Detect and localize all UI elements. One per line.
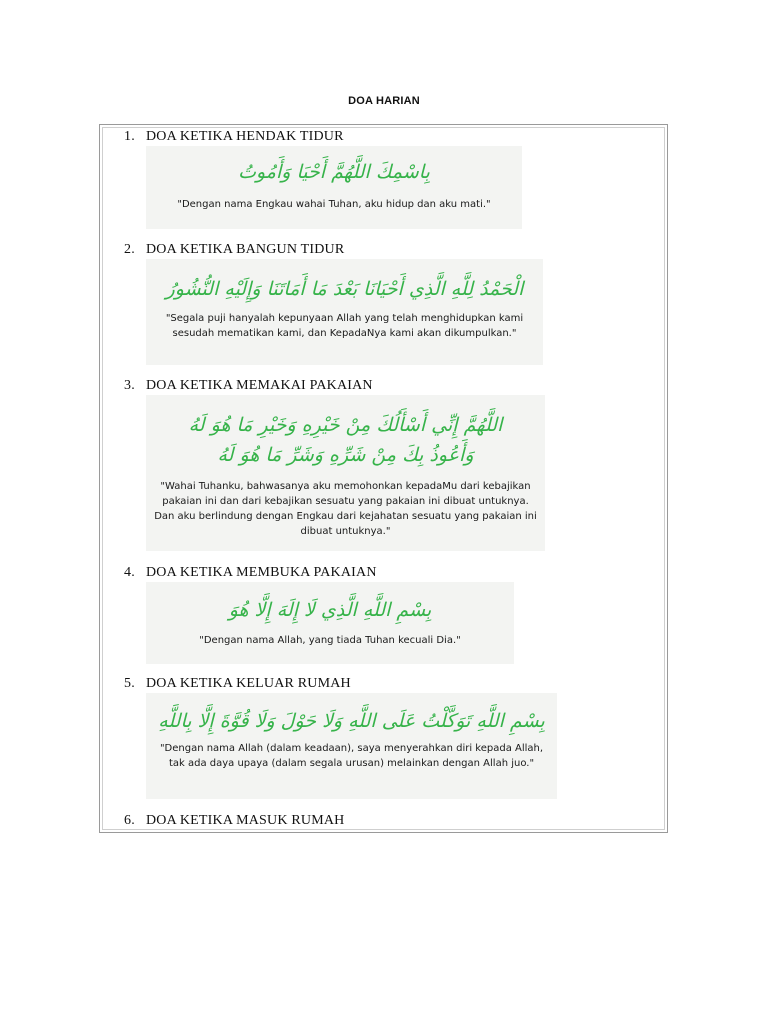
translation-text: "Wahai Tuhanku, bahwasanya aku memohonkan kepadaMu dari kebajikan pakaian ini dan dari kebajikan sesuatu yang pakaian ini dibuat untuknya. Dan aku berlindung dengan Engkau dari kejahatan sesuatu yang pakaian ini dibuat untuknya."	[154, 481, 537, 537]
prayer-number: 2.	[124, 242, 135, 257]
translation-text: "Dengan nama Engkau wahai Tuhan, aku hidup dan aku mati."	[177, 199, 491, 210]
prayer-heading-4	[124, 565, 377, 581]
translation-text: "Dengan nama Allah (dalam keadaan), saya menyerahkan diri kepada Allah, tak ada daya upaya (dalam segala urusan) melainkan dengan Allah juo."	[159, 743, 544, 769]
prayer-heading-2	[124, 242, 344, 258]
prayer-number: 5.	[124, 676, 135, 691]
prayer-title: DOA KETIKA MASUK RUMAH	[146, 813, 345, 828]
prayer-card-2	[146, 259, 543, 365]
prayer-title: DOA KETIKA BANGUN TIDUR	[146, 242, 345, 257]
prayer-title: DOA KETIKA MEMBUKA PAKAIAN	[146, 565, 377, 580]
prayer-heading-3	[124, 378, 373, 394]
prayer-title: DOA KETIKA KELUAR RUMAH	[146, 676, 351, 691]
prayer-heading-6	[124, 813, 344, 829]
prayer-heading-5	[124, 676, 351, 692]
prayer-heading-1	[124, 129, 344, 145]
arabic-text: بِسْمِ اللَّهِ تَوَكَّلْتُ عَلَى اللَّهِ وَلَا حَوْلَ وَلَا قُوَّةَ إِلَّا بِاللَّهِ	[158, 710, 545, 732]
arabic-text: بِاسْمِكَ اللَّهُمَّ أَحْيَا وَأَمُوتُ	[238, 161, 430, 183]
prayer-card-5	[146, 693, 557, 799]
prayer-title: DOA KETIKA HENDAK TIDUR	[146, 129, 344, 144]
prayer-card-3	[146, 395, 545, 551]
prayer-number: 3.	[124, 378, 135, 393]
prayer-card-4	[146, 582, 514, 664]
prayer-number: 6.	[124, 813, 135, 828]
document-title: DOA HARIAN	[348, 95, 420, 107]
translation-text: "Dengan nama Allah, yang tiada Tuhan kecuali Dia."	[199, 635, 461, 646]
arabic-text-line-1: اللَّهُمَّ إِنِّي أَسْأَلُكَ مِنْ خَيْرِهِ وَخَيْرِ مَا هُوَ لَهُ	[188, 414, 503, 436]
prayer-card-1	[146, 146, 522, 229]
arabic-text: بِسْمِ اللَّهِ الَّذِي لَا إِلَهَ إِلَّا هُوَ	[228, 599, 432, 621]
prayer-number: 1.	[124, 129, 135, 144]
prayer-number: 4.	[124, 565, 135, 580]
arabic-text-line-2: وَأَعُوذُ بِكَ مِنْ شَرِّهِ وَشَرِّ مَا هُوَ لَهُ	[217, 444, 474, 466]
prayer-title: DOA KETIKA MEMAKAI PAKAIAN	[146, 378, 373, 393]
translation-text: "Segala puji hanyalah kepunyaan Allah yang telah menghidupkan kami sesudah mematikan kami, dan KepadaNya kami akan dikumpulkan."	[165, 313, 524, 339]
arabic-text: الْحَمْدُ لِلَّهِ الَّذِي أَحْيَانَا بَعْدَ مَا أَمَاتَنَا وَإِلَيْهِ النُّشُورُ	[165, 278, 524, 300]
